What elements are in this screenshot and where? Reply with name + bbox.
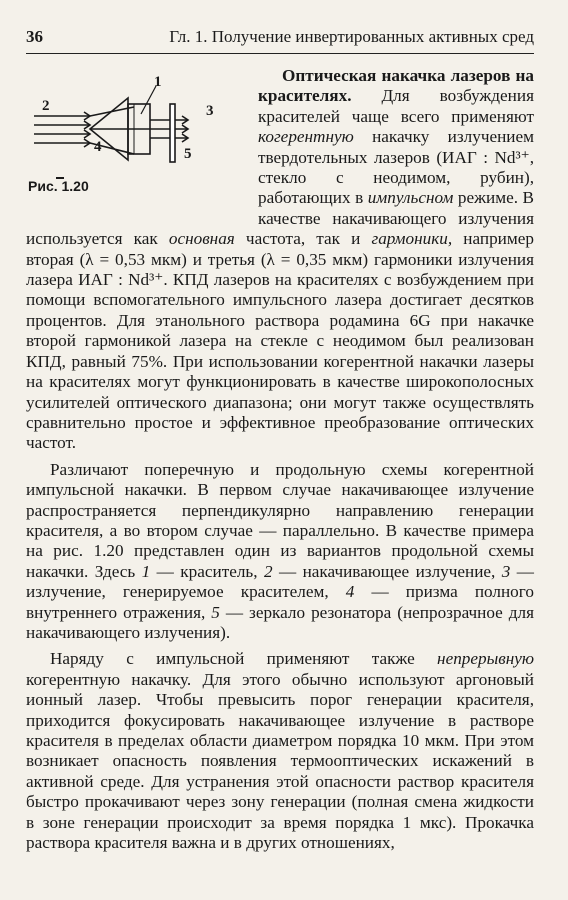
label-1: 1 xyxy=(154,74,162,90)
paragraph-2: Различают поперечную и продольную схемы когерентной импульсной накачки. В первом случае накачивающее излучение распространяется перпендикулярно направлению генерации красителя, а во втором случае — параллельно. В качестве примера на рис. 1.20 представлен один из вариантов продольной схемы накачки. Здесь 1 — краситель, 2 — накачивающее излучение, 3 — излучение, генерируемое красителем, 4 — призма полного внутреннего отражения, 5 — зеркало резонатора (непрозрачное для накачивающего излучения). xyxy=(26,459,535,642)
label-4: 4 xyxy=(94,139,102,155)
label-5: 5 xyxy=(184,146,192,162)
page-number: 36 xyxy=(26,27,43,46)
section-heading: Оптическая накачка лазеров на красителях. xyxy=(258,66,534,106)
label-3: 3 xyxy=(206,103,214,119)
running-title: Гл. 1. Получение инвертированных активных сред xyxy=(169,27,534,46)
paragraph-3: Наряду с импульсной применяют также непрерывную когерентную накачку. Для этого обычно используют аргоновый ионный лазер. Чтобы превысить порог генерации красителя, приходится фокусировать накачивающее излучение в растворе красителя в пределах области диаметром порядка 10 мкм. При этом возникает опасность появления термооптических искажений в активной среде. Для устранения этой опасности раствор красителя быстро прокачивают через зону генерации (полная смена жидкости в зоне генерации происходит за время порядка 1 мкс). Прокачка раствора красителя важна и в других отношениях, xyxy=(26,649,534,853)
running-header xyxy=(26,27,534,54)
paragraph-1: Оптическая накачка лазеров на красителях. Для возбуждения красителей чаще всего применяют когерентную накачку излучением твердотельных лазеров (ИАГ : Nd³⁺, стекло с неодимом, рубин), работающих в импульсном режиме. В качестве накачивающего излучения используется как основная частота, так и гармоники, например вторая (λ = 0,53 мкм) и третья (λ = 0,35 мкм) гармоники излучения лазера ИАГ : Nd³⁺. КПД лазеров на красителях с возбуждением при помощи вспомогательного импульсного лазера достигает десятков процентов. Для этанольного раствора родамина 6G при накачке второй гармоникой лазера на стекле с неодимом был реализован КПД, равный 75%. При использовании когерентной накачки лазеры на красителях могут функционировать в качестве широкополосных усилителей оптического диапазона; они могут также осуществлять сравнительно простое и эффективное преобразование оптических частот. xyxy=(26,66,534,453)
body-text xyxy=(26,66,534,853)
figure-caption: Рис. 1.20 xyxy=(28,178,89,194)
label-2: 2 xyxy=(42,98,50,114)
